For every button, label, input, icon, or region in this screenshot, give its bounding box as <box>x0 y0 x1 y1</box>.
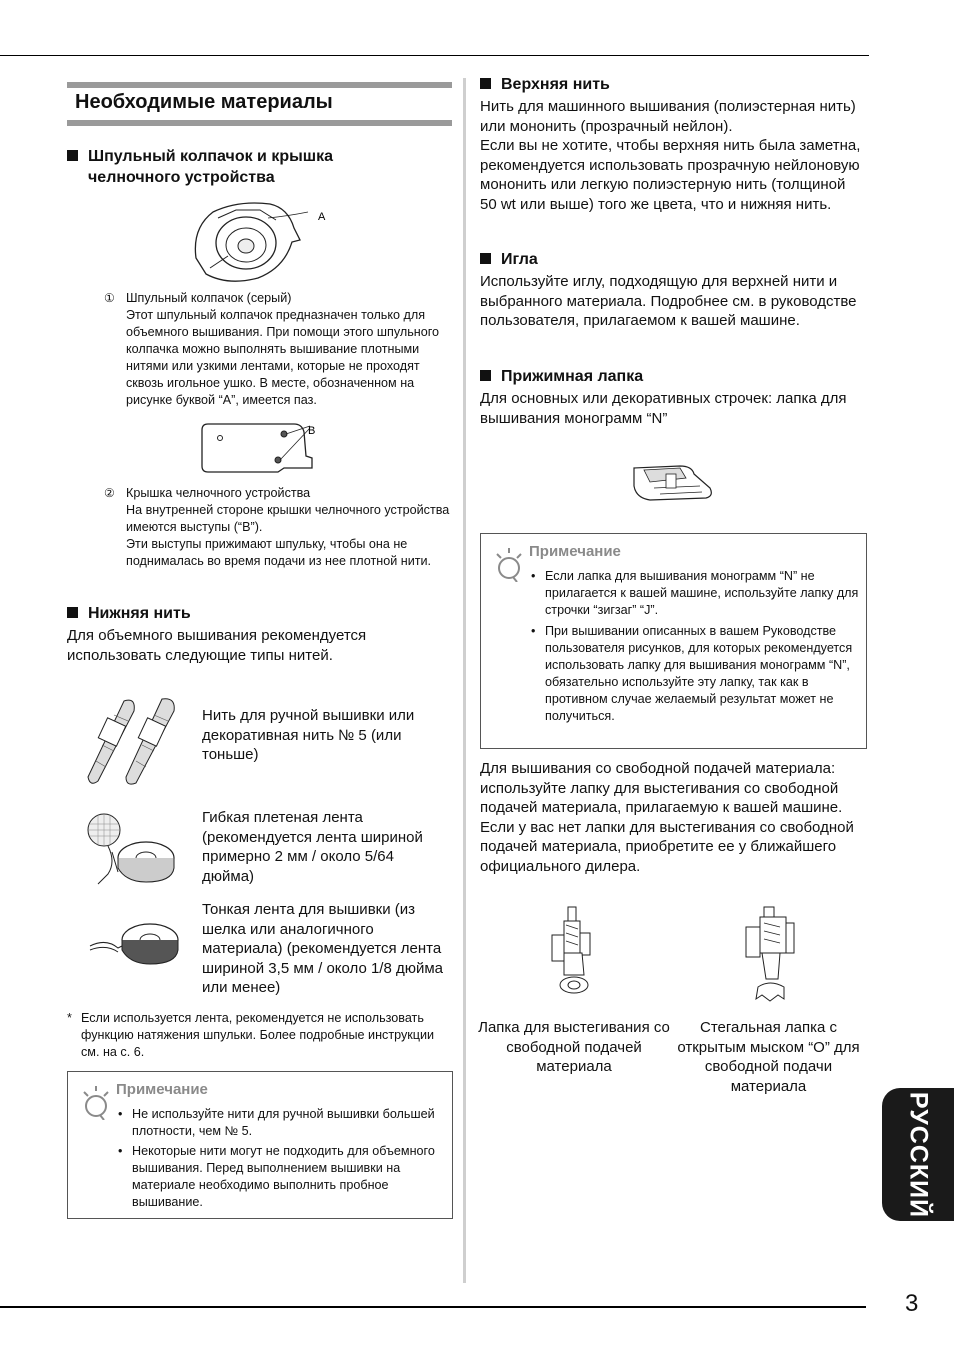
upper-thread-heading: Верхняя нить <box>480 74 610 95</box>
upper-thread-p2: Если вы не хотите, чтобы верхняя нить была заметна, рекомендуется использовать прозрачную нейлоновую мононить или легкую полиэстерную нить (толщиной 50 wt или выше) того же цвета, что и нижняя нить. <box>480 137 861 213</box>
shuttle-cover-illustration <box>198 420 323 476</box>
note-lightbulb-icon <box>493 546 523 582</box>
presser-foot-text: Для основных или декоративных строчек: лапка для вышивания монограмм “N” <box>480 390 847 427</box>
needle-text: Используйте иглу, подходящую для верхней нити и выбранного материала. Подробнее см. в руководстве пользователя, прилагаемом к вашей машине. <box>480 273 857 329</box>
monogram-foot-illustration <box>630 460 714 502</box>
column-divider <box>463 78 466 1283</box>
footnote-text: Если используется лента, рекомендуется не использовать функцию натяжения шпульки. Более подробные инструкции см. на с. 6. <box>81 1011 435 1059</box>
footnote <box>67 1010 452 1061</box>
note-left-item-1: • Не используйте нити для ручной вышивки большей плотности, чем № 5. <box>118 1106 438 1140</box>
braided-ribbon-illustration <box>86 812 184 888</box>
note-right-item-2: • При вышивании описанных в вашем Руководстве пользователя рисунков, для которых рекомендуется использовать лапку для вышивания монограмм “N”, обязательно используйте эту лапку, так как в противном случае желаемый результат может не получиться. <box>531 623 861 725</box>
page-number: 3 <box>905 1290 919 1317</box>
item-1-title: Шпульный колпачок (серый) <box>126 291 292 305</box>
item-2-number: ② <box>104 486 115 500</box>
footnote-mark: * <box>67 1011 72 1025</box>
section-title: Необходимые материалы <box>75 91 333 113</box>
note-title-right: Примечание <box>529 543 621 560</box>
note-lightbulb-icon <box>80 1084 110 1120</box>
caption-open-toe-foot: Стегальная лапка с открытым мыском “O” для свободной подачи материала <box>677 1019 860 1095</box>
caption-free-motion-foot: Лапка для выстегивания со свободной подачей материала <box>478 1019 670 1075</box>
free-motion-quilting-foot-illustration <box>546 905 602 997</box>
note-title-left: Примечание <box>116 1081 208 1098</box>
thread-item-3: Тонкая лента для вышивки (из шелка или аналогичного материала) (рекомендуется лента шириной 3,5 мм / около 1/8 дюйма или менее) <box>202 901 444 996</box>
silk-ribbon-illustration <box>86 914 184 970</box>
needle-heading: Игла <box>480 249 538 270</box>
upper-thread-p1: Нить для машинного вышивания (полиэстерная нить) или мононить (прозрачный нейлон). <box>480 98 856 135</box>
lower-thread-intro: Для объемного вышивания рекомендуется использовать следующие типы нитей. <box>67 627 367 664</box>
thread-item-1: Нить для ручной вышивки или декоративная нить № 5 (или тоньше) <box>202 707 415 763</box>
lower-thread-heading: Нижняя нить <box>67 603 191 624</box>
language-tab <box>882 1088 954 1221</box>
bobbin-heading: Шпульный колпачок и крышка челночного устройства <box>67 146 452 188</box>
free-motion-text: Для вышивания со свободной подачей материала: используйте лапку для выстегивания со свободной подачей материала, прилагаемую к вашей машине. Если у вас нет лапки для выстегивания со свободной подачей материала, приобретите ее у ближайшего официального дилера. <box>480 760 854 875</box>
bobbin-item-2 <box>104 485 454 570</box>
note-right-item-1: • Если лапка для вышивания монограмм “N” не прилагается к вашей машине, используйте лапку для строчки “зигзаг” “J”. <box>531 568 861 619</box>
section-title-block <box>67 82 452 126</box>
thread-item-2: Гибкая плетеная лента (рекомендуется лента шириной примерно 2 мм / около 5/64 дюйма) <box>202 809 423 885</box>
item-2-title: Крышка челночного устройства <box>126 486 311 500</box>
note-box-left <box>67 1071 453 1219</box>
item-1-number: ① <box>104 291 115 305</box>
note-box-right <box>480 533 867 749</box>
bottom-rule <box>0 1306 866 1308</box>
item-1-text: Этот шпульный колпачок предназначен только для объемного вышивания. При помощи этого шпульного колпачка можно выполнять вышивание плотными нитями или узкими лентами, которые не проходят сквозь игольное ушко. В месте, обозначенном на рисунке буквой “A”, имеется паз. <box>126 308 440 407</box>
item-2-text-1: На внутренней стороне крышки челночного устройства имеются выступы (“B”). <box>126 503 450 534</box>
item-2-text-2: Эти выступы прижимают шпульку, чтобы она не поднималась во время подачи из нее плотной нити. <box>126 537 432 568</box>
note-left-item-2: • Некоторые нити могут не подходить для объемного вышивания. Перед выполнением вышивки на материале необходимо выполнить пробное вышивание. <box>118 1143 438 1211</box>
bobbin-item-1 <box>104 290 454 409</box>
label-b: B <box>308 425 316 437</box>
top-rule <box>0 55 869 56</box>
language-tab-label: РУССКИЙ <box>904 1091 933 1218</box>
label-a: A <box>318 211 326 223</box>
presser-foot-heading: Прижимная лапка <box>480 366 643 387</box>
bobbin-case-illustration <box>188 198 338 286</box>
upper-thread-text <box>480 97 866 214</box>
embroidery-floss-illustration <box>84 695 184 787</box>
open-toe-quilting-foot-illustration <box>740 905 800 1005</box>
